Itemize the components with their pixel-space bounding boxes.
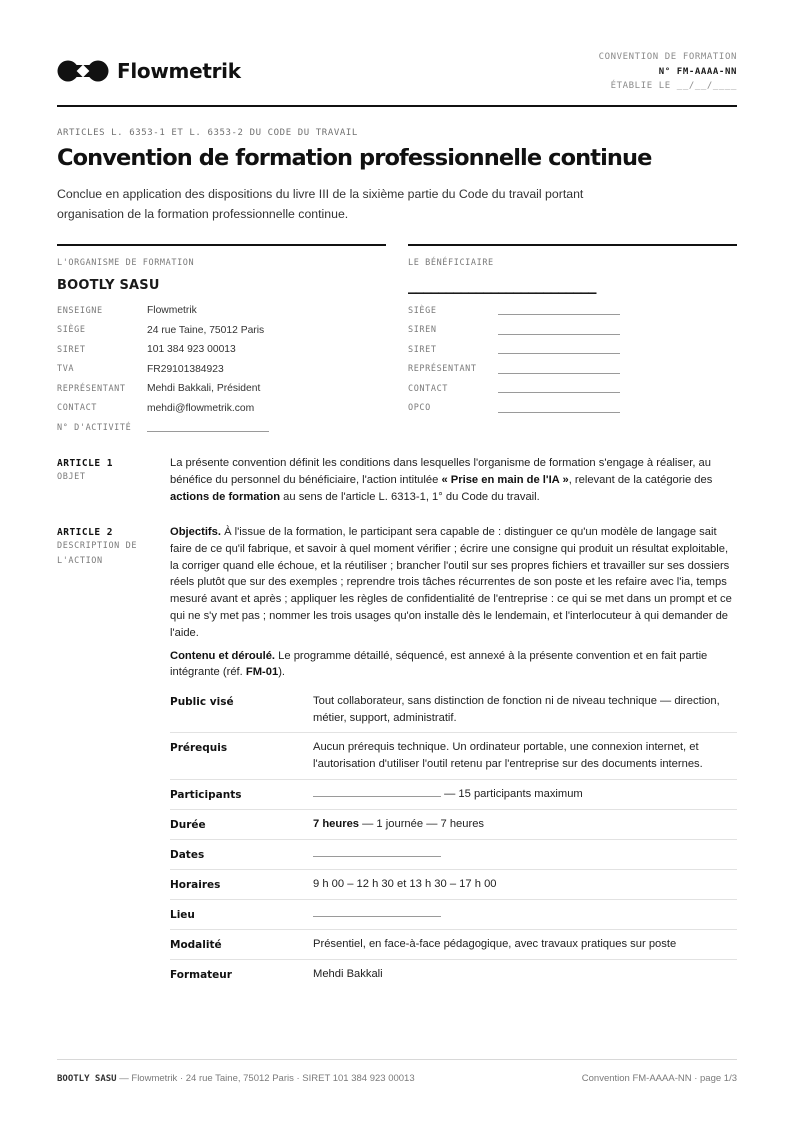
detail-row-public: [170, 687, 737, 733]
detail-value: Tout collaborateur, sans distinction de fonction ni de niveau technique — direction, métier, support, administratif.: [313, 695, 720, 724]
field-label: SIRET: [408, 344, 437, 355]
objectives-label: Objectifs.: [170, 526, 221, 538]
document-meta: [599, 50, 737, 94]
brand: [57, 58, 241, 84]
blank-field-line: [313, 907, 441, 917]
doc-date: ÉTABLIE LE __/__/____: [610, 81, 737, 91]
detail-value: Aucun prérequis technique. Un ordinateur portable, une connexion internet, et l'autorisation d'utiliser l'outil retenu par l'entreprise sur des documents internes.: [313, 741, 703, 770]
article-subtitle-line: L'ACTION: [57, 555, 103, 566]
detail-value: [313, 840, 737, 869]
detail-row-dates: [170, 840, 737, 870]
detail-label: Lieu: [170, 909, 195, 921]
beneficiaire-block: [408, 244, 737, 418]
organisme-row: [57, 301, 386, 321]
flowmetrik-logo-icon: [57, 58, 109, 84]
detail-label: Modalité: [170, 939, 222, 951]
blank-field-line: [498, 306, 620, 315]
blank-field-line: [498, 384, 620, 393]
article-body: [170, 524, 737, 681]
page-footer: [57, 1073, 737, 1084]
content-paragraph: [170, 648, 737, 682]
doc-type: CONVENTION DE FORMATION: [598, 52, 737, 62]
blank-field-line: [498, 326, 620, 335]
header-divider: [57, 105, 737, 107]
organisme-row: [57, 418, 386, 438]
field-label: ENSEIGNE: [57, 305, 103, 316]
blank-field-line: [498, 365, 620, 374]
page-title: Convention de formation professionnelle continue: [57, 145, 652, 171]
duree-hours: 7 heures: [313, 818, 360, 830]
field-label: REPRÉSENTANT: [57, 383, 126, 394]
document-page: [57, 0, 737, 1123]
field-value: 101 384 923 00013: [147, 344, 236, 356]
field-value: mehdi@flowmetrik.com: [147, 402, 255, 414]
doc-number: N° FM-AAAA-NN: [658, 66, 737, 77]
detail-row-formateur: [170, 960, 737, 989]
article-text: au sens de l'article L. 6313-1, 1° du Code du travail.: [280, 490, 540, 503]
content-text: ).: [278, 666, 286, 679]
field-label: CONTACT: [408, 383, 449, 394]
action-details-table: [170, 687, 737, 989]
article-text: , relevant de la catégorie des: [568, 473, 713, 486]
detail-label: Formateur: [170, 969, 232, 981]
field-value: Mehdi Bakkali, Président: [147, 383, 261, 395]
footer-company-info: [57, 1073, 415, 1084]
detail-label: Prérequis: [170, 742, 228, 754]
field-label: SIÈGE: [57, 325, 86, 336]
detail-value: Mehdi Bakkali: [313, 968, 383, 980]
legal-reference: ARTICLES L. 6353-1 ET L. 6353-2 DU CODE DU TRAVAIL: [57, 128, 358, 138]
field-value: 24 rue Taine, 75012 Paris: [147, 324, 265, 336]
content-text: Le programme détaillé, séquencé, est annexé à la présente convention et en fait partie intégrante (réf.: [170, 649, 708, 679]
brand-name: Flowmetrik: [117, 59, 241, 83]
field-label: SIRET: [57, 344, 86, 355]
field-label: REPRÉSENTANT: [408, 364, 477, 375]
detail-label: Horaires: [170, 879, 221, 891]
blank-field-line: [498, 345, 620, 354]
beneficiaire-row: [408, 379, 737, 399]
beneficiaire-row: [408, 399, 737, 419]
detail-row-modalite: [170, 930, 737, 960]
field-label: OPCO: [408, 403, 431, 414]
article-number: ARTICLE 1: [57, 458, 113, 469]
organisme-row: [57, 379, 386, 399]
article-text: La présente convention définit les conditions dans lesquelles l'organisme de formation s'engage à réaliser, au bénéfice du personnel du bénéficiaire, l'action intitulée: [170, 457, 711, 486]
content-ref: FM-01: [245, 666, 279, 679]
footer-details: — Flowmetrik · 24 rue Taine, 75012 Paris · SIRET 101 384 923 00013: [116, 1073, 415, 1084]
detail-label: Durée: [170, 819, 206, 831]
detail-row-participants: [170, 780, 737, 810]
detail-label: Dates: [170, 849, 205, 861]
page-number: Convention FM-AAAA-NN · page 1/3: [581, 1073, 737, 1084]
organisme-heading: L'ORGANISME DE FORMATION: [57, 258, 195, 268]
footer-company: BOOTLY SASU: [57, 1074, 117, 1084]
blank-field-line: [313, 847, 441, 857]
detail-value: [313, 810, 737, 839]
detail-value: 9 h 00 – 12 h 30 et 13 h 30 – 17 h 00: [313, 878, 497, 890]
organisme-name: BOOTLY SASU: [57, 278, 160, 293]
objectives-paragraph: [170, 524, 737, 642]
objectives-text: À l'issue de la formation, le participant sera capable de : distinguer ce qu'un modèle de langage sait faire de ce qu'il fabrique, et savoir à quel moment vérifier ; écrire une consigne qui produit un résultat exploitable, la corriger quand elle échoue, et la réutiliser ; brancher l'outil sur ses propres fichiers et travailler sur ses dossiers réels plutôt que sur des exemples ; reprendre trois tâches récurrentes de son poste et les refaire avec l'ia, temps mesuré avant et après ; appliquer les règles de confidentialité de l'entreprise : ce qui se met dans un prompt et ce qui ne s'y met pas ; nommer les trois usages qu'on installe dès le lendemain, et l'interlocuteur à qui demander de l'aide.: [170, 526, 732, 639]
blank-field-line: [313, 787, 441, 797]
field-label: SIÈGE: [408, 305, 437, 316]
organisme-row: [57, 321, 386, 341]
detail-row-horaires: [170, 870, 737, 900]
field-label: N° D'ACTIVITÉ: [57, 422, 132, 433]
content-label: Contenu et déroulé.: [170, 649, 276, 662]
detail-row-duree: [170, 810, 737, 840]
field-value: FR29101384923: [147, 363, 224, 375]
detail-row-lieu: [170, 900, 737, 930]
beneficiaire-row: [408, 301, 737, 321]
article-subtitle: OBJET: [57, 472, 86, 482]
action-title: « Prise en main de l'IA »: [441, 473, 569, 486]
field-label: CONTACT: [57, 403, 98, 414]
beneficiaire-name-blank: _________________________: [408, 278, 596, 295]
field-label: SIREN: [408, 325, 437, 336]
field-label: TVA: [57, 364, 75, 375]
organisme-block: [57, 244, 386, 438]
organisme-row: [57, 399, 386, 419]
beneficiaire-row: [408, 360, 737, 380]
action-category: actions de formation: [170, 490, 281, 503]
detail-row-prerequis: [170, 733, 737, 780]
beneficiaire-heading: LE BÉNÉFICIAIRE: [408, 258, 494, 268]
field-value: Flowmetrik: [147, 305, 197, 317]
intro-text: Conclue en application des dispositions du livre III de la sixième partie du Code du travail portant organisation de la formation professionnelle continue.: [57, 187, 584, 221]
detail-label: Participants: [170, 789, 242, 801]
organisme-row: [57, 360, 386, 380]
organisme-row: [57, 340, 386, 360]
detail-value: Présentiel, en face-à-face pédagogique, avec travaux pratiques sur poste: [313, 938, 677, 950]
detail-value: [313, 780, 737, 809]
blank-field-line: [147, 423, 269, 432]
detail-label: Public visé: [170, 696, 234, 708]
beneficiaire-row: [408, 340, 737, 360]
beneficiaire-row: [408, 321, 737, 341]
blank-field-line: [498, 404, 620, 413]
footer-divider: [57, 1059, 737, 1060]
article-subtitle: [57, 539, 165, 568]
duree-text: — 1 journée — 7 heures: [359, 818, 485, 830]
article-body: [170, 455, 737, 505]
participants-text: — 15 participants maximum: [441, 788, 583, 800]
detail-value: [313, 900, 737, 929]
article-number: ARTICLE 2: [57, 527, 113, 538]
article-subtitle-line: DESCRIPTION DE: [57, 541, 138, 551]
